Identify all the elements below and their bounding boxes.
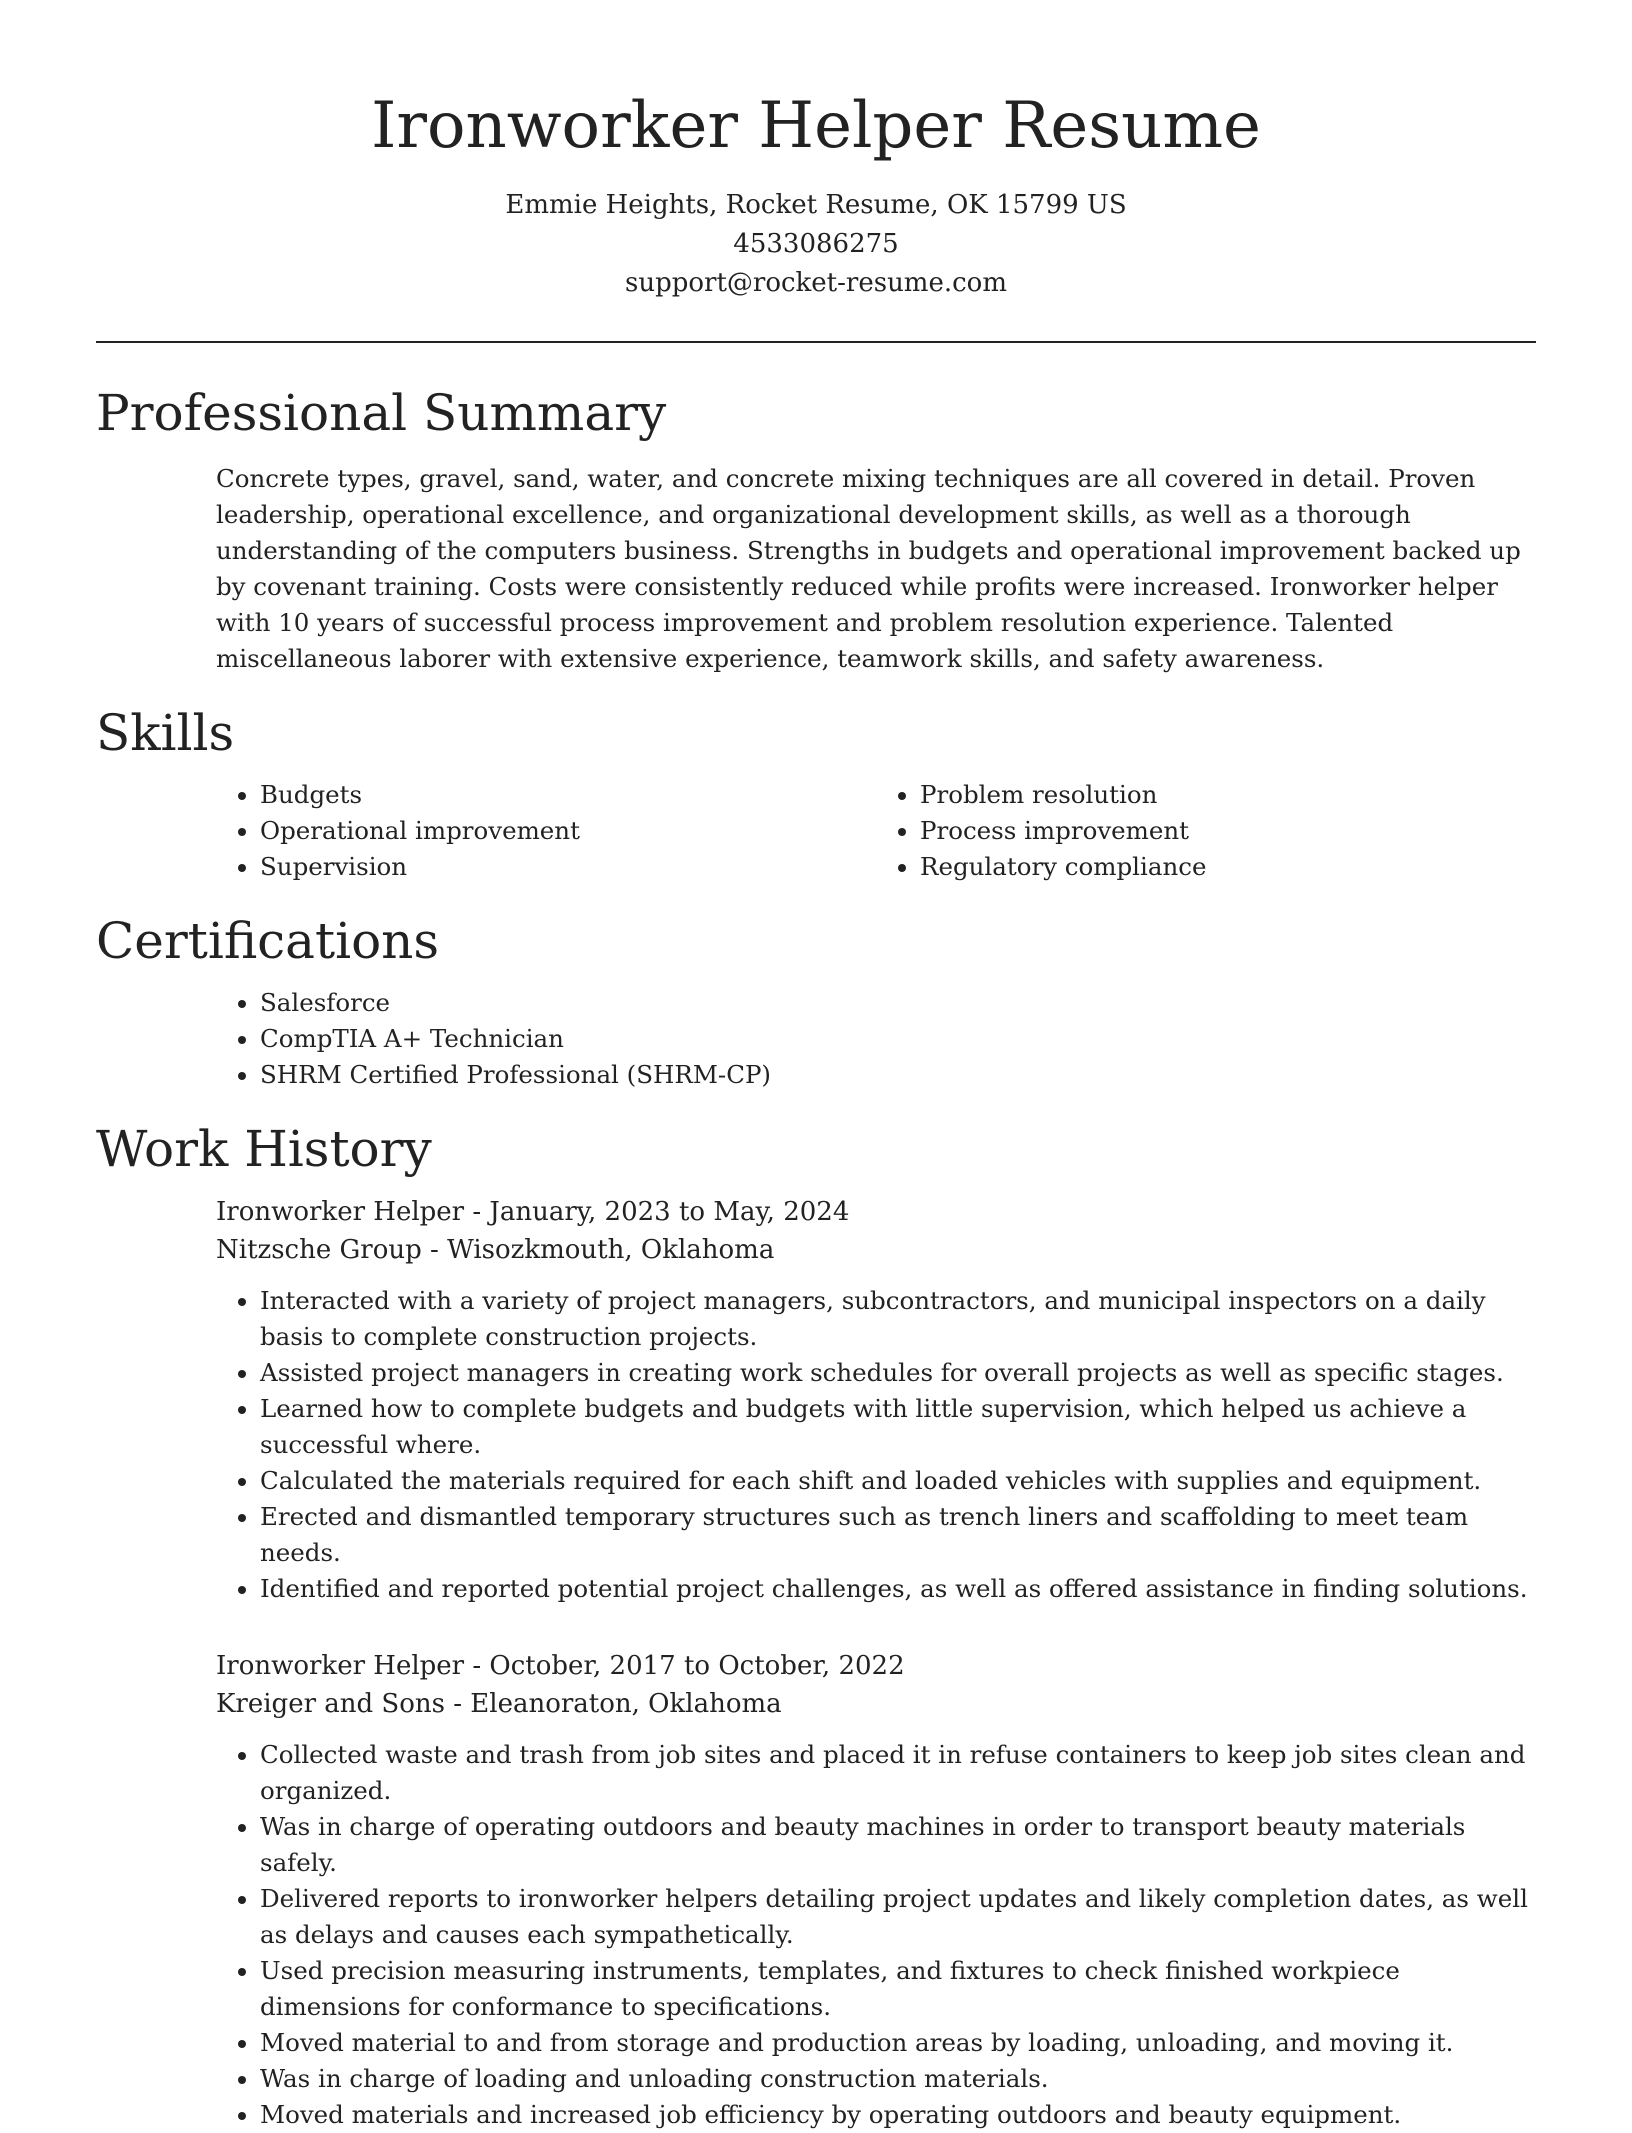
job-bullet: • Identified and reported potential project challenges, as well as offered assistance in finding solutions. xyxy=(260,1571,1536,1607)
certifications-list xyxy=(216,985,1536,1093)
resume-header xyxy=(96,0,1536,303)
job-bullet: • Assisted project managers in creating work schedules for overall projects as well as specific stages. xyxy=(260,1355,1536,1391)
job-bullet: • Collected waste and trash from job sites and placed it in refuse containers to keep job sites clean and organized. xyxy=(260,1737,1536,1809)
work-history-heading: Work History xyxy=(96,1120,432,1178)
contact-email: support@rocket-resume.com xyxy=(624,268,1007,298)
job-bullet: • Was in charge of loading and unloading construction materials. xyxy=(260,2061,1536,2097)
skill-item: • Process improvement xyxy=(920,813,1536,849)
job-bullet: • Was in charge of operating outdoors and beauty machines in order to transport beauty materials safely. xyxy=(260,1809,1536,1881)
skills-list-left xyxy=(216,777,876,885)
job-company-location: Kreiger and Sons - Eleanoraton, Oklahoma xyxy=(216,1689,782,1719)
skill-item: • Budgets xyxy=(260,777,876,813)
resume-title: Ironworker Helper Resume xyxy=(371,89,1261,163)
skill-item: • Operational improvement xyxy=(260,813,876,849)
work-history-section xyxy=(96,1193,1536,2133)
contact-info xyxy=(96,186,1536,303)
summary-section xyxy=(96,461,1536,677)
certification-item: • Salesforce xyxy=(260,985,1536,1021)
job-entry xyxy=(216,1193,1536,1607)
job-bullet: • Erected and dismantled temporary structures such as trench liners and scaffolding to meet team needs. xyxy=(260,1499,1536,1571)
job-bullet: • Used precision measuring instruments, templates, and fixtures to check finished workpiece dimensions for conformance to specifications. xyxy=(260,1953,1536,2025)
skill-item: • Supervision xyxy=(260,849,876,885)
job-bullets xyxy=(216,1737,1536,2133)
header-divider xyxy=(96,341,1536,343)
skills-section xyxy=(96,777,1536,885)
skills-list-right xyxy=(876,777,1536,885)
contact-address: Emmie Heights, Rocket Resume, OK 15799 US xyxy=(505,190,1127,220)
job-bullet: • Learned how to complete budgets and budgets with little supervision, which helped us achieve a successful where. xyxy=(260,1391,1536,1463)
skill-item: • Problem resolution xyxy=(920,777,1536,813)
job-bullet: • Calculated the materials required for each shift and loaded vehicles with supplies and equipment. xyxy=(260,1463,1536,1499)
job-bullet: • Moved material to and from storage and production areas by loading, unloading, and moving it. xyxy=(260,2025,1536,2061)
job-title-dates: Ironworker Helper - October, 2017 to October, 2022 xyxy=(216,1651,905,1681)
contact-phone: 4533086275 xyxy=(733,229,899,259)
job-entry xyxy=(216,1647,1536,2133)
job-bullets xyxy=(216,1283,1536,1607)
summary-text: Concrete types, gravel, sand, water, and concrete mixing techniques are all covered in detail. Proven leadership, operational excellence, and organizational development skills, as well as a thorough understanding of the computers business. Strengths in budgets and operational improvement backed up by covenant training. Costs were consistently reduced while profits were increased. Ironworker helper with 10 years of successful process improvement and problem resolution experience. Talented miscellaneous laborer with extensive experience, teamwork skills, and safety awareness. xyxy=(216,464,1521,673)
certifications-section xyxy=(96,985,1536,1093)
job-title-dates: Ironworker Helper - January, 2023 to May, 2024 xyxy=(216,1197,850,1227)
certifications-heading: Certifications xyxy=(96,912,440,970)
certification-item: • SHRM Certified Professional (SHRM-CP) xyxy=(260,1057,1536,1093)
job-company-location: Nitzsche Group - Wisozkmouth, Oklahoma xyxy=(216,1235,775,1265)
job-bullet: • Delivered reports to ironworker helpers detailing project updates and likely completion dates, as well as delays and causes each sympathetically. xyxy=(260,1881,1536,1953)
skills-heading: Skills xyxy=(96,704,235,762)
skill-item: • Regulatory compliance xyxy=(920,849,1536,885)
job-bullet: • Moved materials and increased job efficiency by operating outdoors and beauty equipment. xyxy=(260,2097,1536,2133)
summary-heading: Professional Summary xyxy=(96,384,667,442)
certification-item: • CompTIA A+ Technician xyxy=(260,1021,1536,1057)
job-bullet: • Interacted with a variety of project managers, subcontractors, and municipal inspectors on a daily basis to complete construction projects. xyxy=(260,1283,1536,1355)
skills-grid xyxy=(216,777,1536,885)
